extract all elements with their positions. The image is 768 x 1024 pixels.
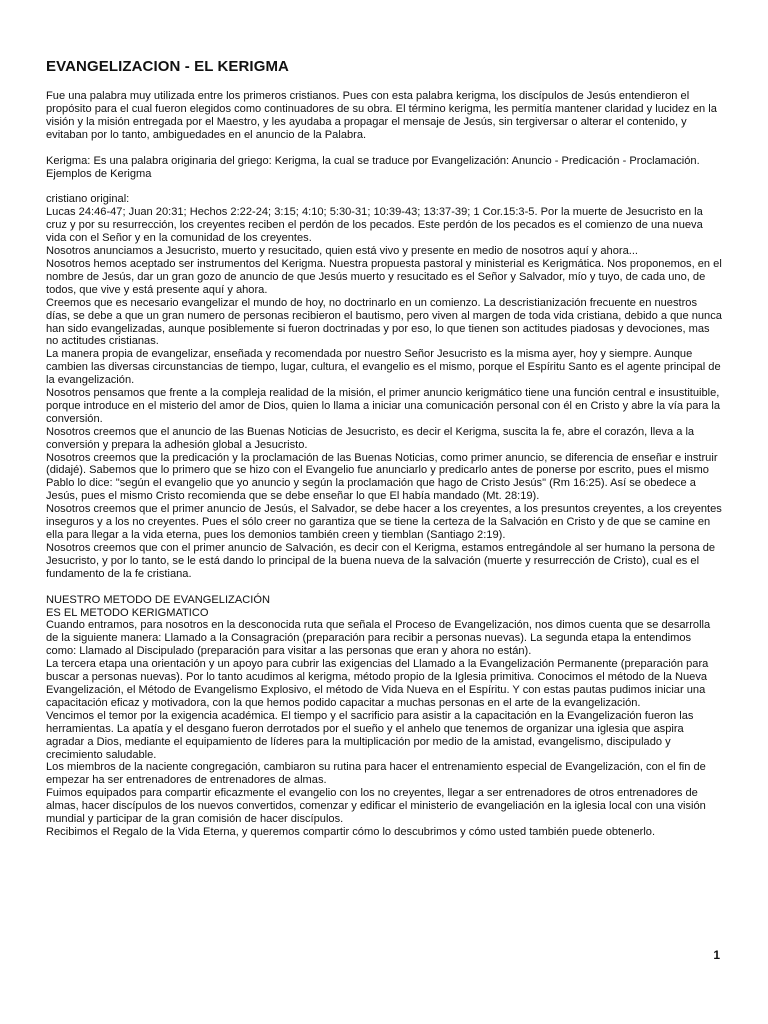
method-paragraph: Los miembros de la naciente congregación, cambiaron su rutina para hacer el entrenamiento especial de Evangelización, con el fin de empezar ha ser entrenadores de entrenadores de almas. — [46, 761, 706, 787]
section-subheading: ES EL METODO KERIGMATICO — [46, 606, 209, 619]
intro-paragraph: Fue una palabra muy utilizada entre los primeros cristianos. Pues con esta palabra kerigma, los discípulos de Jesús entendieron el propósito para el cual fueron elegidos como continuadores de su obra. El término kerigma, les permitía mantener claridad y lucidez en la visión y la misión entregada por el Maestro, y les ayudaba a propagar el mensaje de Jesús, sin tergiversar o alterar el contenido, y evitaban por lo tanto, ambiguedades en el anuncio de la Palabra. — [46, 90, 717, 141]
body-paragraph: cristiano original: — [46, 193, 130, 206]
method-paragraph: Vencimos el temor por la exigencia académica. El tiempo y el sacrificio para asistir a la capacitación en la Evangelización fueron las herramientas. La apatía y el desgano fueron derrotados por el sueño y el anhelo que tenemos de organizar una iglesia que aspira agradar a Dios, mediante el equipamiento de líderes para la multiplicación por medio de la amistad, evangelismo, discipulado y crecimiento saludable. — [46, 709, 694, 761]
paragraph-gap — [46, 581, 722, 594]
method-paragraph: Fuimos equipados para compartir eficazmente el evangelio con los no creyentes, llegar a ser entrenadores de otros entrenadores de almas, hacer discípulos de los nuevos convertidos, comenzar y edificar el ministerio de evangeliación en la iglesia local con una visión mundial y participar de la gran comisión de hacer discípulos. — [46, 787, 706, 826]
body-paragraph: La manera propia de evangelizar, enseñada y recomendada por nuestro Señor Jesucristo es la misma ayer, hoy y siempre. Aunque cambien las diversas circunstancias de tiempo, lugar, cultura, el evangelio es el mismo, porque el Espíritu Santo es el agente principal de la evangelización. — [46, 348, 721, 387]
body-paragraph: Nosotros hemos aceptado ser instrumentos del Kerigma. Nuestra propuesta pastoral y ministerial es Kerigmática. Nos proponemos, en el nombre de Jesús, dar un gran gozo de anuncio de que Jesús muerto y resucitado es el Señor y Salvador, mío y tuyo, de cada uno, de todos, que vive y está presente aquí y ahora. — [46, 257, 722, 296]
body-paragraph: Nosotros creemos que la predicación y la proclamación de las Buenas Noticias, como primer anuncio, se diferencia de enseñar e instruir (didajé). Sabemos que lo primero que se hizo con el Evangelio fue anunciarlo y predicarlo antes de ponerse por escrito, pues el mismo Pablo lo dice: "según el evangelio que yo anuncio y según la proclamación que hago de Cristo Jesús" (Rm 16:25). Así se obedece a Jesús, pues el mismo Cristo recomienda que se debe enseñar lo que El había mandado (Mt. 28:19). — [46, 451, 718, 503]
definition-paragraph: Kerigma: Es una palabra originaria del griego: Kerigma, la cual se traduce por Evangelización: Anuncio - Predicación - Proclamación. Ejemplos de Kerigma — [46, 154, 700, 180]
method-paragraph: La tercera etapa una orientación y un apoyo para cubrir las exigencias del Llamado a la Evangelización Permanente (preparación para buscar a personas nuevas). Por lo tanto acudimos al kerigma, método propio de la Iglesia primitiva. Conocimos el método de la Nueva Evangelización, el Método de Evangelismo Explosivo, el método de Vida Nueva en el Espíritu. Y con estas pautas pudimos iniciar una capacitación eficaz y motivadora, con la que hemos podido capacitar a muchas personas en el arte de la evangelización. — [46, 658, 709, 709]
method-paragraph: Recibimos el Regalo de la Vida Eterna, y queremos compartir cómo lo descubrimos y cómo usted también puede obtenerlo. — [46, 825, 656, 838]
page-number: 1 — [713, 948, 720, 962]
document-page — [46, 58, 722, 839]
body-paragraph: Creemos que es necesario evangelizar el mundo de hoy, no doctrinarlo en un comienzo. La descristianización frecuente en nuestros días, se debe a que un gran numero de personas recibieron el bautismo, pero viven al margen de toda vida cristiana, debido a que nunca han sido evangelizadas, aunque posiblemente si fueron doctrinadas y por eso, lo que tienen son actitudes piadosas y devociones, mas no actitudes cristianas. — [46, 296, 722, 348]
document-title: EVANGELIZACION - EL KERIGMA — [46, 58, 289, 75]
method-paragraph: Cuando entramos, para nosotros en la desconocida ruta que señala el Proceso de Evangelización, nos dimos cuenta que se desarrolla de la siguiente manera: Llamado a la Consagración (preparación para recibir a personas nuevas). La segunda etapa la entendimos como: Llamado al Discipulado (preparación para visitar a las personas que eran y ahora no están). — [46, 619, 711, 658]
body-paragraph: Nosotros pensamos que frente a la compleja realidad de la misión, el primer anuncio kerigmático tiene una función central e insustituible, porque introduce en el misterio del amor de Dios, quien lo llama a iniciar una comunicación personal con él en Cristo y abre la vía para la conversión. — [46, 387, 720, 425]
body-paragraph: Lucas 24:46-47; Juan 20:31; Hechos 2:22-24; 3:15; 4:10; 5:30-31; 10:39-43; 13:37-39; 1 Cor.15:3-5. Por la muerte de Jesucristo en la cruz y por su resurrección, los creyentes reciben el perdón de los pecados. Este perdón de los pecados es el comienzo de una nueva vida con el Señor y en la comunidad de los creyentes. — [46, 206, 703, 245]
paragraph-gap — [46, 142, 722, 155]
section-heading: NUESTRO METODO DE EVANGELIZACIÓN — [46, 593, 270, 606]
paragraph-gap — [46, 180, 722, 193]
body-paragraph: Nosotros anunciamos a Jesucristo, muerto y resucitado, quien está vivo y presente en medio de nosotros aquí y ahora... — [46, 245, 638, 258]
body-paragraph: Nosotros creemos que el anuncio de las Buenas Noticias de Jesucristo, es decir el Kerigma, suscita la fe, abre el corazón, lleva a la conversión y prepara la adhesión global a Jesucristo. — [46, 425, 695, 451]
body-paragraph: Nosotros creemos que con el primer anuncio de Salvación, es decir con el Kerigma, estamos entregándole al ser humano la persona de Jesucristo, y por lo tanto, se le está dando lo principal de la buena nueva de la salvación (muerte y resurrección de Cristo), cual es el fundamento de la fe cristiana. — [46, 541, 716, 580]
body-paragraph: Nosotros creemos que el primer anuncio de Jesús, el Salvador, se debe hacer a los creyentes, a los presuntos creyentes, a los creyentes inseguros y a los no creyentes. Pues el sólo creer no garantiza que se tiene la certeza de la Salvación en Cristo y de que se camine en ella para llegar a la vida eterna, pues los demonios también creen y tiemblan (Santiago 2:19). — [46, 503, 722, 541]
